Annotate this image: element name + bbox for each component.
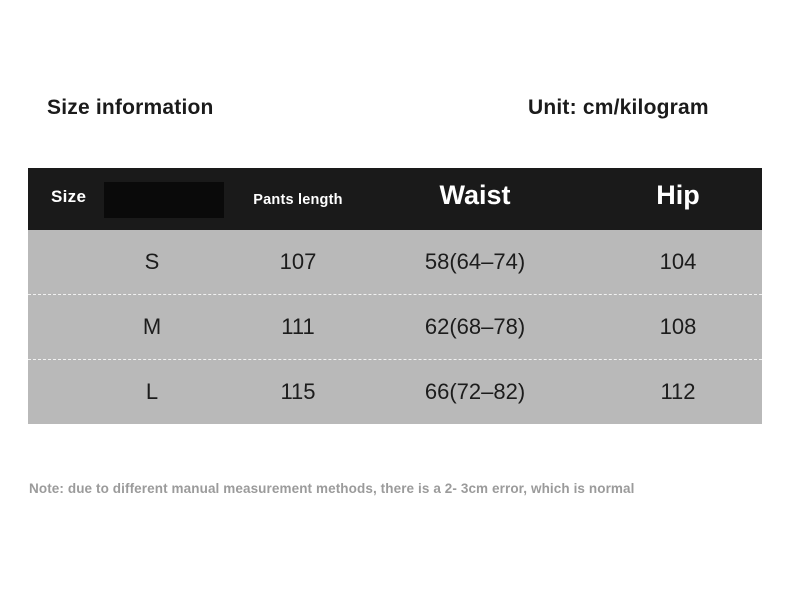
- cell-hip: 112: [660, 379, 696, 404]
- cell-size: M: [142, 314, 162, 339]
- cell-pants-length: 115: [280, 379, 316, 404]
- column-header-size: Size: [51, 187, 87, 206]
- unit-label: Unit: cm/kilogram: [528, 96, 709, 119]
- table-row: [28, 294, 762, 359]
- cell-hip: 108: [659, 314, 697, 339]
- measurement-note: Note: due to different manual measurement methods, there is a 2- 3cm error, which is normal: [29, 481, 635, 496]
- table-header-row: [28, 168, 762, 230]
- table-row: [28, 359, 762, 424]
- size-table: [28, 168, 762, 424]
- cell-hip: 104: [659, 249, 697, 274]
- cell-pants-length: 111: [281, 314, 315, 339]
- cell-pants-length: 107: [279, 249, 317, 274]
- cell-size: S: [144, 249, 160, 274]
- cell-waist: 62(68–78): [424, 314, 526, 339]
- table-body: [28, 230, 762, 424]
- cell-waist: 58(64–74): [424, 249, 526, 274]
- cell-waist: 66(72–82): [424, 379, 526, 404]
- header: [0, 86, 790, 130]
- column-header-pants-length: Pants length: [253, 192, 343, 208]
- redaction-block: [104, 182, 224, 218]
- table-row: [28, 230, 762, 294]
- column-header-waist: Waist: [439, 180, 511, 210]
- cell-size: L: [145, 379, 159, 404]
- column-header-hip: Hip: [656, 180, 700, 210]
- page-title: Size information: [47, 96, 214, 119]
